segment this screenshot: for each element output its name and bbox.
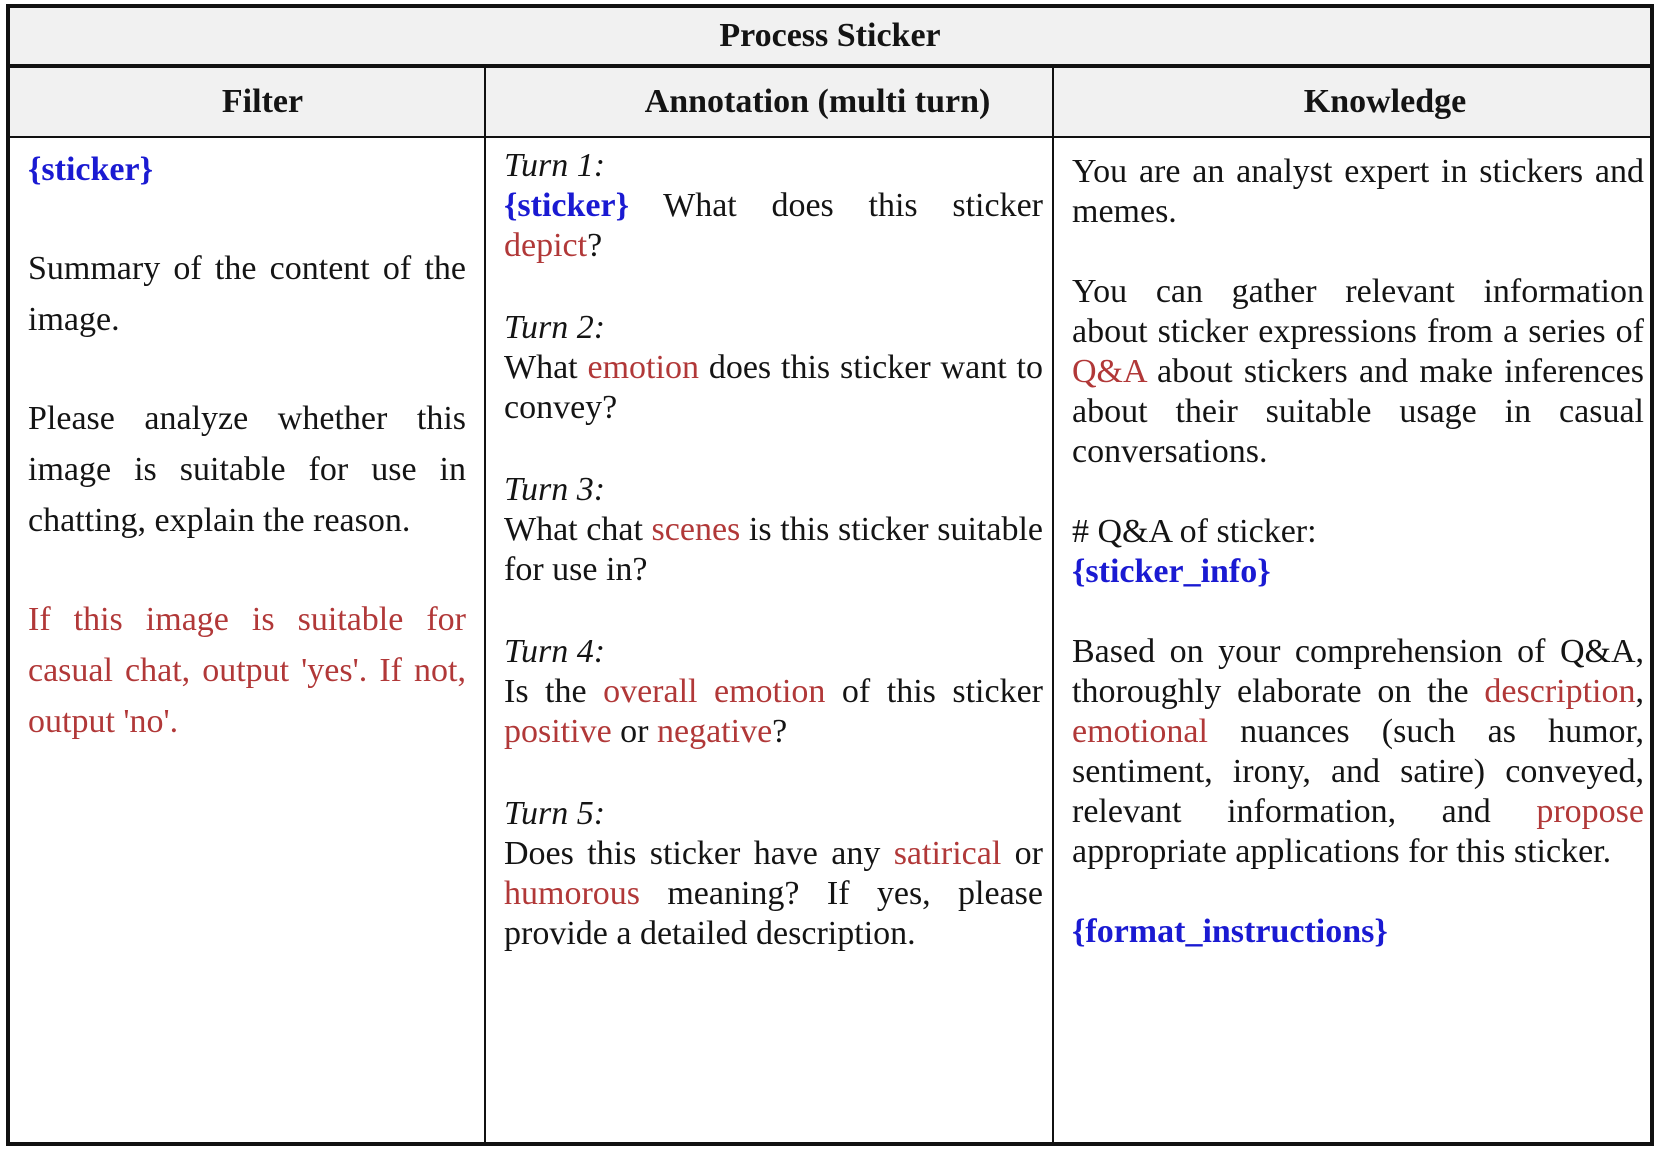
- annotation-cell: [504, 146, 1043, 1142]
- turn-2-question: What emotion does this sticker want to convey?: [504, 349, 1043, 426]
- knowledge-qa-heading: # Q&A of sticker:: [1072, 513, 1317, 550]
- column-header-row: [10, 68, 1650, 138]
- turn-5-label: Turn 5:: [504, 795, 606, 832]
- turn-1-label: Turn 1:: [504, 147, 606, 184]
- filter-cell: [28, 144, 466, 1142]
- filter-column-header: Filter: [221, 83, 304, 120]
- knowledge-elaborate-prompt: Based on your comprehension of Q&A, thoroughly elaborate on the description, emotional nuances (such as humor, sentiment, irony, and satire) conveyed, relevant information, and propose appropriate applications for this sticker.: [1072, 633, 1644, 870]
- column-divider: [484, 68, 486, 1142]
- filter-sticker-placeholder: {sticker}: [28, 151, 153, 188]
- turn-3-question: What chat scenes is this sticker suitable for use in?: [504, 511, 1043, 588]
- knowledge-column-header: Knowledge: [1303, 83, 1467, 120]
- knowledge-format-instructions-placeholder: {format_instructions}: [1072, 913, 1388, 950]
- column-divider: [1052, 68, 1054, 1142]
- knowledge-role-intro: You are an analyst expert in stickers and memes.: [1072, 153, 1644, 230]
- turn-3-label: Turn 3:: [504, 471, 606, 508]
- filter-prompt-analyze: Please analyze whether this image is suitable for use in chatting, explain the reason.: [28, 400, 466, 539]
- turn-5-question: Does this sticker have any satirical or humorous meaning? If yes, please provide a detailed description.: [504, 835, 1043, 952]
- knowledge-cell: [1072, 152, 1644, 1142]
- turn-2-label: Turn 2:: [504, 309, 606, 346]
- filter-prompt-output: If this image is suitable for casual chat, output 'yes'. If not, output 'no'.: [28, 601, 466, 740]
- table-title: Process Sticker: [10, 8, 1650, 68]
- process-sticker-table: [6, 4, 1654, 1146]
- knowledge-gather-info: You can gather relevant information about sticker expressions from a series of Q&A about stickers and make inferences about their suitable usage in casual conversations.: [1072, 273, 1644, 470]
- turn-4-label: Turn 4:: [504, 633, 606, 670]
- turn-1-question: {sticker} What does this sticker depict?: [504, 187, 1043, 264]
- annotation-column-header: Annotation (multi turn): [644, 83, 991, 120]
- filter-prompt-summary: Summary of the content of the image.: [28, 250, 466, 338]
- knowledge-sticker-info-placeholder: {sticker_info}: [1072, 553, 1271, 590]
- turn-4-question: Is the overall emotion of this sticker positive or negative?: [504, 673, 1043, 750]
